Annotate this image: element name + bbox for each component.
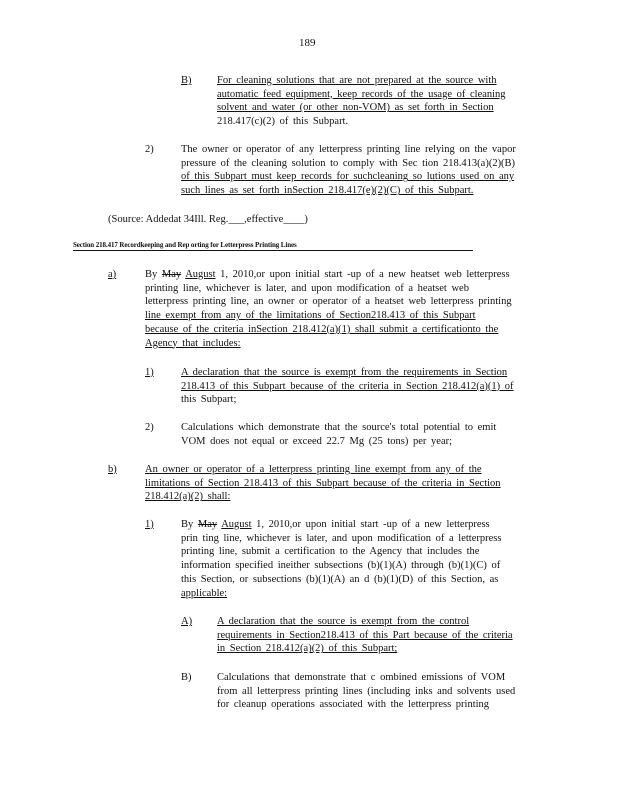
text-line (181, 532, 501, 545)
text-run: August (185, 269, 216, 280)
item-label-a: a) (108, 269, 117, 280)
text-run: 218.412(a)(2) shall: (145, 491, 231, 503)
text-line (181, 573, 498, 586)
text-line (181, 170, 514, 183)
text-run: 1, 2010,or upon initial start -up of a new letterpress (251, 519, 490, 530)
text-run: VOM does not equal or exceed 22.7 Mg (25 tons) per year; (181, 435, 453, 447)
text-run: An owner or operator of a letterpress printing line exempt from any of the (145, 464, 482, 475)
text-line (145, 337, 241, 350)
text-run: for cleanup operations associated with the letterpress printing (217, 699, 490, 711)
text-run: line exempt from any of the limitations of Section218.413 of this Subpart (145, 310, 476, 322)
text-run: May (161, 269, 182, 280)
text-run: A declaration that the source is exempt from the control (217, 616, 470, 627)
text-run: pressure of the cleaning solution to comply with Sec tion 218.413(a)(2)(B) (181, 157, 516, 169)
text-run: By (181, 519, 198, 530)
text-run: By (145, 269, 162, 280)
text-run: solvent and water (or other non-VOM) as set forth in Section (217, 102, 494, 114)
page-number: 189 (299, 37, 316, 49)
text-line (181, 366, 507, 379)
source-note: (Source: Addedat 34Ill. Reg.___,effective____) (108, 214, 308, 225)
item-label-a2: 2) (145, 422, 154, 433)
text-run: such lines as set forth inSection 218.417(e)(2)(C) of this Subpart. (181, 185, 474, 197)
item-label-b1: B) (181, 75, 192, 86)
text-run: The owner or operator of any letterpress printing line relying on the vapor (181, 144, 516, 155)
text-line (217, 629, 513, 642)
text-run: from all letterpress printing lines (including inks and solvents used (217, 685, 516, 697)
text-run: Calculations that demonstrate that c ombined emissions of VOM (217, 672, 506, 683)
text-line (181, 143, 516, 156)
text-run: 1, 2010,or upon initial start -up of a new heatset web letterpress (215, 269, 510, 280)
text-line (145, 282, 469, 295)
text-run: prin ting line, whichever is later, and upon modification of a letterpress (181, 532, 502, 544)
text-run: this Section, or subsections (b)(1)(A) an d (b)(1)(D) of this Section, as (181, 573, 499, 585)
item-label-b1B: B) (181, 672, 192, 683)
text-line (181, 421, 496, 434)
text-line (181, 184, 473, 197)
text-line (145, 309, 476, 322)
text-line (181, 393, 236, 406)
text-run: information specified ineither subsections (b)(1)(A) through (b)(1)(C) of (181, 560, 501, 572)
text-line (181, 545, 479, 558)
text-line (181, 587, 227, 600)
text-run: A declaration that the source is exempt from the requirements in Section (181, 367, 508, 378)
item-label-b1p: 1) (145, 519, 154, 530)
text-line (145, 490, 230, 503)
text-line (181, 157, 515, 170)
text-run: because of the criteria inSection 218.412(a)(1) shall submit a certificationto the (145, 323, 499, 335)
text-run: in Section 218.412(a)(2) of this Subpart; (217, 643, 398, 655)
text-line (217, 74, 497, 87)
text-run: applicable: (181, 587, 228, 599)
text-line (217, 615, 469, 628)
text-line (145, 323, 498, 336)
item-label-b: b) (108, 464, 117, 475)
item-label-a1: 1) (145, 367, 154, 378)
text-run: printing line, submit a certification to the Agency that includes the (181, 546, 480, 558)
text-line (145, 268, 510, 281)
text-run: limitations of Section 218.413 of this Subpart because of the criteria in Section (145, 477, 501, 489)
text-line (217, 671, 505, 684)
item-label-2: 2) (145, 144, 154, 155)
text-run: printing line, whichever is later, and upon modification of a heatset web (145, 282, 469, 294)
text-line (181, 380, 514, 393)
text-line (217, 115, 348, 128)
text-run: of this Subpart must keep records for suchcleaning so lutions used on any (181, 171, 515, 183)
text-line (217, 698, 489, 711)
text-line (181, 435, 452, 448)
text-line (181, 518, 490, 531)
text-run: this Subpart; (181, 394, 237, 406)
text-run: For cleaning solutions that are not prepared at the source with (217, 75, 497, 86)
text-run: Calculations which demonstrate that the source's total potential to emit (181, 422, 497, 433)
text-line (217, 88, 506, 101)
text-run: 218.413 of this Subpart because of the criteria in Section 218.412(a)(1) of (181, 380, 514, 392)
item-label-b1A: A) (181, 616, 193, 627)
text-run: letterpress printing line, an owner or operator of a heatset web letterpress printing (145, 296, 512, 308)
text-line (145, 477, 501, 490)
text-run: automatic feed equipment, keep records of the usage of cleaning (217, 88, 506, 100)
text-line (217, 685, 515, 698)
text-line (145, 295, 512, 308)
section-heading: Section 218.417 Recordkeeping and Rep orting for Letterpress Printing Lines (73, 241, 473, 251)
text-line (145, 463, 482, 476)
text-run: August (221, 519, 252, 530)
text-run: requirements in Section218.413 of this Part because of the criteria (217, 629, 513, 641)
text-run: Agency that includes: (145, 337, 241, 349)
text-line (217, 642, 397, 655)
text-line (217, 101, 494, 114)
text-run: May (197, 519, 218, 530)
text-run: 218.417(c)(2) of this Subpart. (217, 116, 349, 128)
text-line (181, 559, 500, 572)
